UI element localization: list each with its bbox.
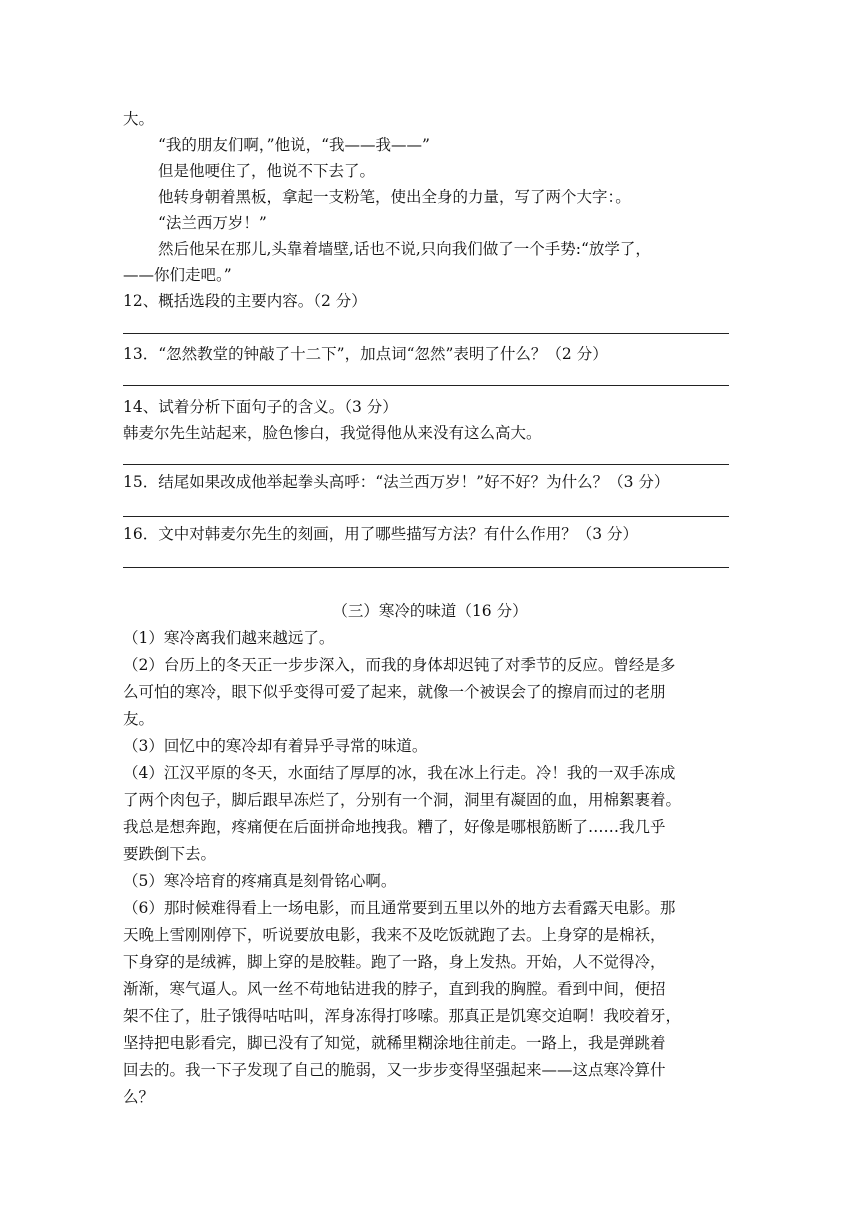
question-15: 15．结尾如果改成他举起拳头高呼：“法兰西万岁！”好不好？为什么？（3 分） [123,473,670,491]
question-12: 12、概括选段的主要内容。（2 分） [123,292,367,310]
passage-a-line: 他转身朝着黑板，拿起一支粉笔，使出全身的力量，写了两个大字：。 [158,188,631,206]
passage-a-line: 大。 [123,110,155,128]
passage-a-line: “我的朋友们啊，”他说，“我——我——” [158,136,430,154]
answer-line[interactable] [123,567,729,568]
section-title: （三）寒冷的味道（16 分） [332,602,528,620]
passage-a-line: 但是他哽住了，他说不下去了。 [158,162,376,180]
passage-b-line: 么？ [123,1088,155,1106]
passage-b-line: 了两个肉包子，脚后跟早冻烂了，分别有一个洞，洞里有凝固的血，用棉絮裹着。 [123,791,682,809]
answer-line[interactable] [123,516,729,517]
question-13: 13．“忽然教堂的钟敲了十二下”，加点词“忽然”表明了什么？（2 分） [123,345,608,363]
answer-line[interactable] [123,464,729,465]
passage-b-line: 天晚上雪刚刚停下，听说要放电影，我来不及吃饭就跑了去。上身穿的是棉袄， [123,926,666,944]
passage-b-line: （5）寒冷培育的疼痛真是刻骨铭心啊。 [123,872,397,890]
passage-b-line: （4）江汉平原的冬天，水面结了厚厚的冰，我在冰上行走。冷！我的一双手冻成 [123,764,676,782]
passage-b-line: （3）回忆中的寒冷却有着异乎寻常的味道。 [123,737,428,755]
passage-b-line: （6）那时候难得看上一场电影，而且通常要到五里以外的地方去看露天电影。那 [123,899,676,917]
passage-b-line: 我总是想奔跑，疼痛便在后面拼命地拽我。糟了，好像是哪根筋断了……我几乎 [123,818,666,836]
answer-line[interactable] [123,333,729,334]
passage-a-line: 然后他呆在那儿,头靠着墙壁,话也不说,只向我们做了一个手势:“放学了， [158,240,651,258]
passage-b-line: 下身穿的是绒裤，脚上穿的是胶鞋。跑了一路，身上发热。开始，人不觉得冷， [123,953,666,971]
passage-b-line: 回去的。我一下子发现了自己的脆弱，又一步步变得坚强起来——这点寒冷算什 [123,1061,666,1079]
answer-line[interactable] [123,385,729,386]
passage-b-line: 要跌倒下去。 [123,845,217,863]
passage-b-line: 友。 [123,710,155,728]
passage-b-line: 架不住了，肚子饿得咕咕叫，浑身冻得打哆嗦。那真正是饥寒交迫啊！我咬着牙， [123,1007,682,1025]
passage-b-line: （1）寒冷离我们越来越远了。 [123,629,335,647]
question-14-quote: 韩麦尔先生站起来，脸色惨白，我觉得他从来没有这么高大。 [123,424,542,442]
passage-a-line: “法兰西万岁！” [158,214,267,232]
question-14: 14、试着分析下面句子的含义。（3 分） [123,398,398,416]
passage-a-line: ——你们走吧。” [123,266,232,284]
passage-b-line: （2）台历上的冬天正一步步深入，而我的身体却迟钝了对季节的反应。曾经是多 [123,656,676,674]
passage-b-line: 渐渐，寒气逼人。风一丝不苟地钻进我的脖子，直到我的胸膛。看到中间，便招 [123,980,666,998]
question-16: 16．文中对韩麦尔先生的刻画，用了哪些描写方法？有什么作用？（3 分） [123,525,639,543]
passage-b-line: 么可怕的寒冷，眼下似乎变得可爱了起来，就像一个被误会了的擦肩而过的老朋 [123,683,666,701]
passage-b-line: 坚持把电影看完，脚已没有了知觉，就稀里糊涂地往前走。一路上，我是弹跳着 [123,1034,666,1052]
